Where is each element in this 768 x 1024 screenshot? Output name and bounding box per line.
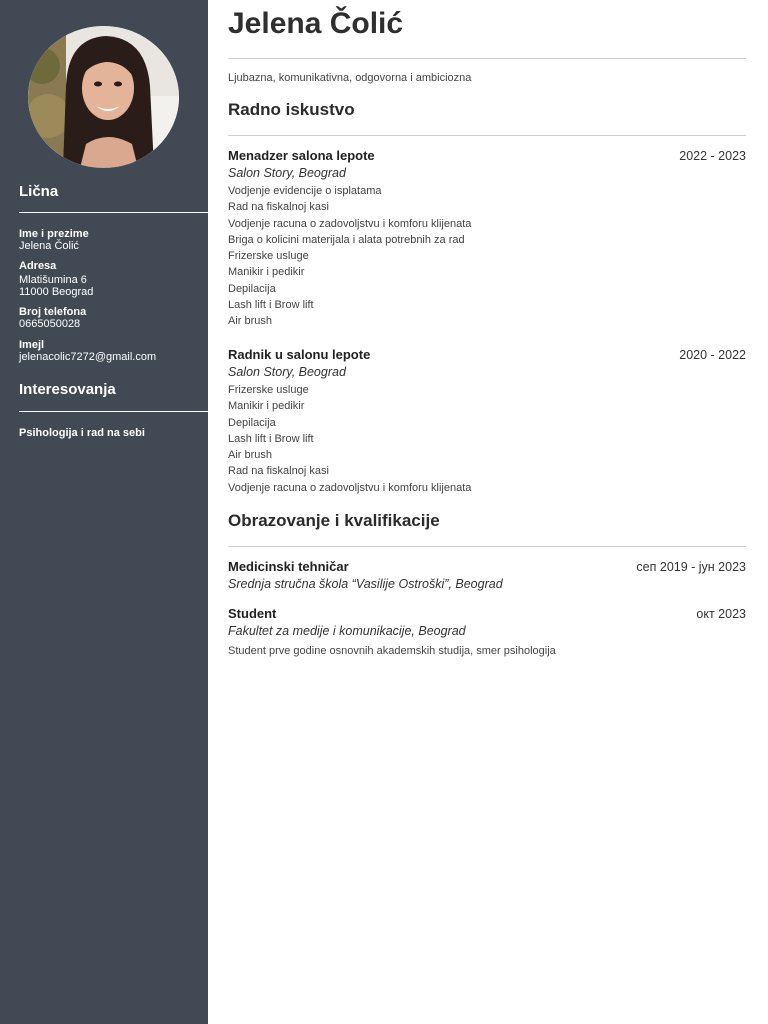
job-title: Menadzer salona lepote bbox=[228, 148, 375, 163]
address-line-1: Mlatišumina 6 bbox=[19, 274, 87, 286]
experience-section-title: Radno iskustvo bbox=[228, 100, 355, 119]
name-value: Jelena Čolić bbox=[19, 240, 79, 252]
personal-section-divider bbox=[19, 212, 208, 213]
duty-item: Manikir i pedikir bbox=[228, 266, 305, 279]
profile-summary: Ljubazna, komunikativna, odgovorna i ambiciozna bbox=[228, 72, 472, 84]
duties-list bbox=[228, 382, 746, 496]
page-title: Jelena Čolić bbox=[228, 7, 404, 40]
address-label: Adresa bbox=[19, 260, 57, 272]
education-entry bbox=[228, 606, 746, 658]
profile-photo bbox=[28, 26, 179, 168]
qualification-title: Medicinski tehničar bbox=[228, 559, 349, 574]
duty-item: Manikir i pedikir bbox=[228, 400, 305, 413]
duty-item: Frizerske usluge bbox=[228, 250, 309, 263]
job-title: Radnik u salonu lepote bbox=[228, 347, 371, 362]
education-section-divider bbox=[228, 546, 746, 547]
duties-list bbox=[228, 183, 746, 330]
phone-value: 0665050028 bbox=[19, 318, 81, 330]
education-entry bbox=[228, 559, 746, 592]
interest-item: Psihologija i rad na sebi bbox=[19, 427, 145, 439]
job-dates: 2022 - 2023 bbox=[679, 149, 746, 163]
duty-item: Lash lift i Brow lift bbox=[228, 299, 314, 312]
school-name: Srednja stručna škola “Vasilije Ostroški”, Beograd bbox=[228, 577, 503, 591]
duty-item: Air brush bbox=[228, 449, 273, 462]
interests-section-divider bbox=[19, 411, 208, 412]
duty-item: Rad na fiskalnoj kasi bbox=[228, 465, 329, 478]
header-divider bbox=[228, 58, 746, 59]
duty-item: Vodjenje racuna o zadovoljstvu i komforu klijenata bbox=[228, 217, 472, 230]
duty-item: Lash lift i Brow lift bbox=[228, 432, 314, 445]
email-value: jelenacolic7272@gmail.com bbox=[19, 351, 157, 363]
education-dates: сеп 2019 - јун 2023 bbox=[636, 560, 746, 574]
employer: Salon Story, Beograd bbox=[228, 365, 346, 379]
profile-photo-illustration bbox=[28, 26, 179, 168]
qualification-title: Student bbox=[228, 606, 277, 621]
education-description: Student prve godine osnovnih akademskih studija, smer psihologija bbox=[228, 645, 556, 657]
email-label: Imejl bbox=[19, 339, 45, 351]
phone-label: Broj telefona bbox=[19, 306, 87, 318]
school-name: Fakultet za medije i komunikacije, Beograd bbox=[228, 624, 466, 638]
experience-entry bbox=[228, 347, 746, 496]
duty-item: Rad na fiskalnoj kasi bbox=[228, 201, 329, 214]
experience-entry bbox=[228, 148, 746, 330]
duty-item: Air brush bbox=[228, 315, 273, 328]
experience-section-divider bbox=[228, 135, 746, 136]
sidebar bbox=[0, 0, 208, 1024]
education-dates: окт 2023 bbox=[696, 607, 746, 621]
job-dates: 2020 - 2022 bbox=[679, 348, 746, 362]
duty-item: Vodjenje racuna o zadovoljstvu i komforu klijenata bbox=[228, 481, 472, 494]
duty-item: Frizerske usluge bbox=[228, 384, 309, 396]
address-line-2: 11000 Beograd bbox=[19, 286, 94, 298]
education-section-title: Obrazovanje i kvalifikacije bbox=[228, 511, 440, 530]
personal-section-heading: Lična bbox=[19, 183, 59, 200]
name-label: Ime i prezime bbox=[19, 228, 89, 240]
duty-item: Depilacija bbox=[228, 282, 276, 295]
duty-item: Depilacija bbox=[228, 416, 276, 429]
duty-item: Briga o kolicini materijala i alata potrebnih za rad bbox=[228, 233, 465, 246]
interests-section-heading: Interesovanja bbox=[19, 381, 116, 398]
duty-item: Vodjenje evidencije o isplatama bbox=[228, 185, 382, 197]
employer: Salon Story, Beograd bbox=[228, 166, 346, 180]
